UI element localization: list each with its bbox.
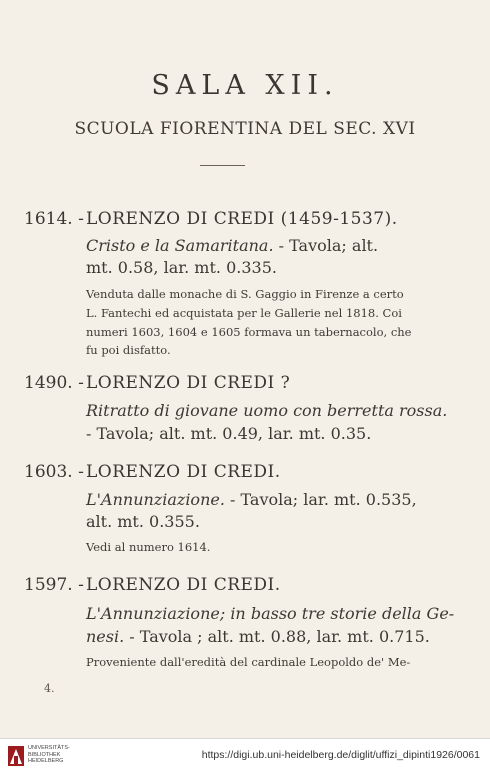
entry-description — [86, 490, 417, 509]
library-name — [28, 745, 70, 765]
entry-artist: LORENZO DI CREDI ? — [86, 373, 291, 393]
artwork-dimensions: mt. 0.58, lar. mt. 0.335. — [86, 258, 277, 277]
page-mark: 4. — [44, 682, 55, 695]
artwork-title: Cristo e la Samaritana. — [86, 236, 274, 255]
university-logo-icon — [6, 742, 26, 770]
provenance-note: fu poi disfatto. — [86, 343, 171, 357]
cross-reference-note: Vedi al numero 1614. — [86, 540, 211, 554]
library-name-line: HEIDELBERG — [28, 758, 64, 764]
library-name-line: BIBLIOTHEK — [28, 751, 61, 758]
entry-number: 1490. - — [24, 373, 84, 393]
room-title: SALA XII. — [151, 70, 339, 101]
provenance-note: L. Fantechi ed acquistata per le Gallerie nel 1818. Coi — [86, 306, 402, 320]
entry-artist: LORENZO DI CREDI. — [86, 462, 281, 482]
artwork-title-continued: nesi. — [86, 627, 125, 646]
library-name-line: UNIVERSITÄTS- — [28, 745, 70, 751]
artwork-dimensions: alt. mt. 0.355. — [86, 512, 200, 531]
artwork-details: - Tavola; lar. mt. 0.535, — [224, 490, 417, 509]
entry-description — [86, 401, 447, 420]
artwork-title: L'Annunziazione. — [86, 490, 225, 509]
artwork-dimensions: - Tavola; alt. mt. 0.49, lar. mt. 0.35. — [86, 424, 372, 443]
viewer-footer — [0, 738, 490, 773]
entry-number: 1614. - — [24, 209, 84, 229]
artwork-title: L'Annunziazione; in basso tre storie della Ge- — [86, 604, 455, 623]
divider — [200, 165, 245, 166]
entry-number: 1597. - — [24, 575, 84, 595]
artwork-details: - Tavola ; alt. mt. 0.88, lar. mt. 0.715. — [124, 627, 430, 646]
entry-description — [86, 604, 454, 623]
entry-number: 1603. - — [24, 462, 84, 482]
provenance-note: numeri 1603, 1604 e 1605 formava un tabernacolo, che — [86, 325, 412, 339]
provenance-note: Venduta dalle monache di S. Gaggio in Firenze a certo — [86, 287, 404, 301]
school-subtitle: SCUOLA FIORENTINA DEL SEC. XVI — [74, 119, 416, 139]
artwork-title: Ritratto di giovane uomo con berretta rossa. — [86, 401, 448, 420]
provenance-note: Proveniente dall'eredità del cardinale Leopoldo de' Me- — [86, 655, 411, 669]
entry-description — [86, 236, 378, 255]
artwork-details: - Tavola; alt. — [273, 236, 379, 255]
entry-artist: LORENZO DI CREDI. — [86, 575, 281, 595]
source-url-link[interactable]: https://digi.ub.uni-heidelberg.de/diglit/uffizi_dipinti1926/0061 — [201, 749, 480, 761]
entry-description-continued — [86, 627, 430, 646]
entry-artist: LORENZO DI CREDI (1459-1537). — [86, 209, 398, 229]
